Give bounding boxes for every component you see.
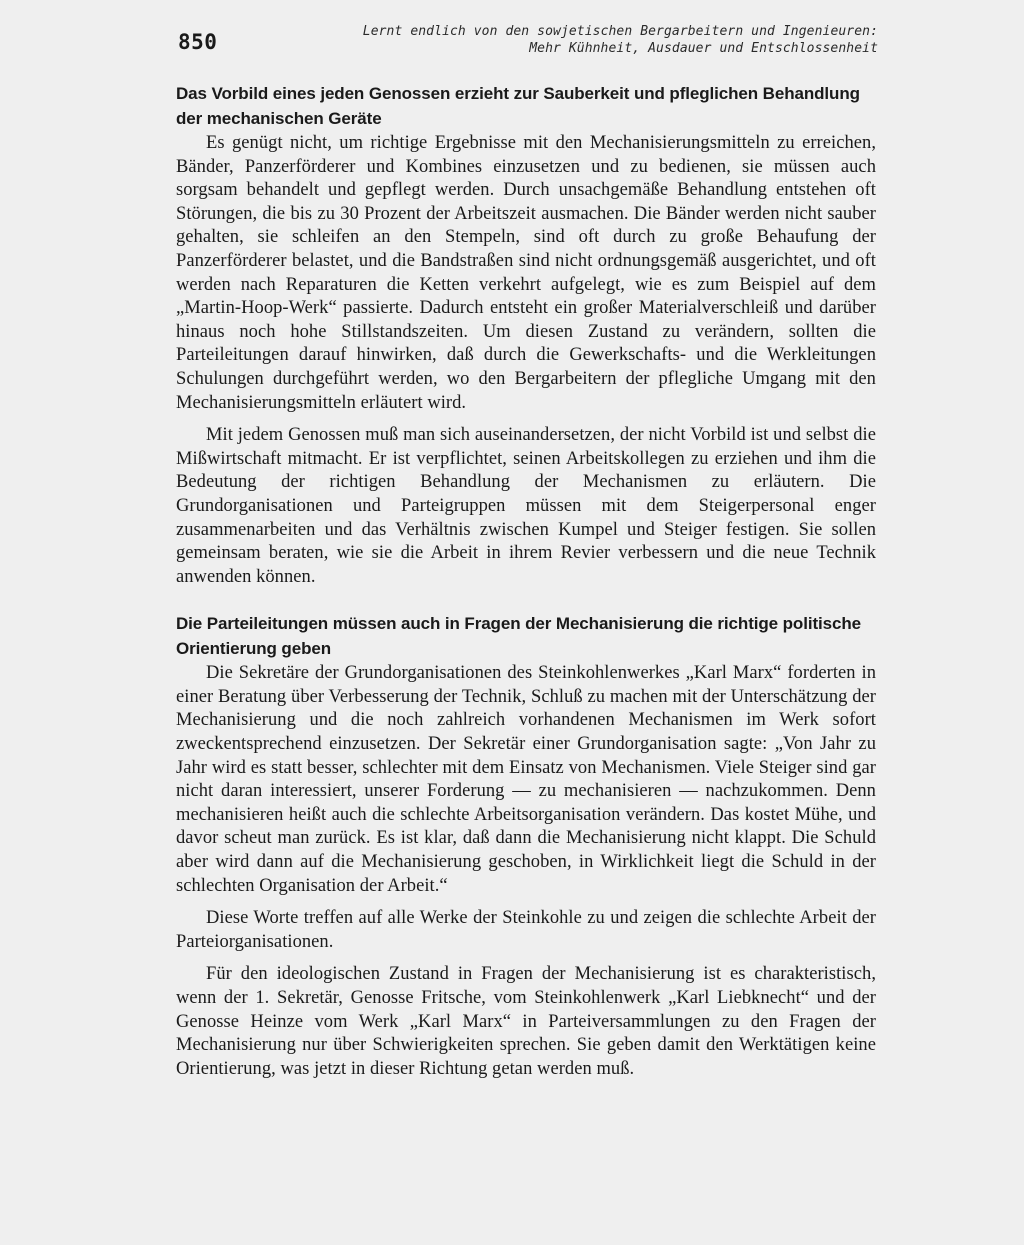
running-head-line-1: Lernt endlich von den sowjetischen Bergarbeitern und Ingenieuren: [362, 24, 878, 39]
page-body [176, 81, 876, 1081]
page-header [178, 20, 878, 60]
page-number: 850 [178, 30, 218, 54]
running-head-line-2: Mehr Kühnheit, Ausdauer und Entschlossenheit [529, 41, 878, 56]
paragraph: Für den ideologischen Zustand in Fragen der Mechanisierung ist es charakteristisch, wenn der 1. Sekretär, Genosse Fritsche, vom Steinkohlenwerk „Karl Liebknecht“ und der Genosse Heinze vom Werk „Karl Marx“ in Parteiversammlungen zu den Fragen der Mechanisierung nur über Schwierigkeiten sprechen. Sie geben damit den Werktätigen keine Orientierung, was jetzt in dieser Richtung getan werden muß. [176, 964, 876, 1079]
running-head [363, 23, 878, 57]
section-heading: Die Parteileitungen müssen auch in Fragen der Mechanisierung die richtige politische Orientierung geben [176, 614, 861, 659]
section-heading: Das Vorbild eines jeden Genossen erzieht zur Sauberkeit und pfleglichen Behandlung der mechanischen Geräte [176, 84, 860, 128]
section-spacer [176, 589, 876, 611]
paragraph: Die Sekretäre der Grundorganisationen des Steinkohlenwerkes „Karl Marx“ forderten in einer Beratung über Verbesserung der Technik, Schluß zu machen mit der Unterschätzung der Mechanisierung und die noch zahlreich vorhandenen Mechanismen im Werk sofort zweckentsprechend einzusetzen. Der Sekretär einer Grundorganisation sagte: „Von Jahr zu Jahr wird es statt besser, schlechter mit dem Einsatz von Mechanismen. Viele Steiger sind gar nicht daran interessiert, unserer Forderung — zu mechanisieren — nachzukommen. Denn mechanisieren heißt auch die schlechte Arbeitsorganisation verändern. Das kostet Mühe, und davor scheut man zurück. Es ist klar, daß dann die Mechanisierung nicht klappt. Die Schuld aber wird dann auf die Mechanisierung geschoben, in Wirklichkeit liegt die Schuld in der schlechten Organisation der Arbeit.“ [176, 663, 876, 896]
paragraph: Diese Worte treffen auf alle Werke der Steinkohle zu und zeigen die schlechte Arbeit der Parteiorganisationen. [176, 908, 876, 952]
paragraph: Mit jedem Genossen muß man sich auseinandersetzen, der nicht Vorbild ist und selbst die Mißwirtschaft mitmacht. Er ist verpflichtet, seinen Arbeitskollegen zu erziehen und ihm die Bedeutung der richtigen Behandlung der Mechanismen zu erläutern. Die Grundorganisationen und Parteigruppen müssen mit dem Steigerpersonal enger zusammenarbeiten und das Verhältnis zwischen Kumpel und Steiger festigen. Sie sollen gemeinsam beraten, wie sie die Arbeit in ihrem Revier verbessern und die neue Technik anwenden können. [176, 425, 876, 587]
section-political-orientation [176, 611, 876, 1081]
section-care-of-equipment [176, 81, 876, 589]
paragraph: Es genügt nicht, um richtige Ergebnisse mit den Mechanisierungsmitteln zu erreichen, Bänder, Panzerförderer und Kombines einzusetzen und zu bedienen, sie müssen auch sorgsam behandelt und gepflegt werden. Durch unsachgemäße Behandlung entstehen oft Störungen, die bis zu 30 Prozent der Arbeitszeit ausmachen. Die Bänder werden nicht sauber gehalten, sie schleifen an den Stempeln, sind oft durch zu große Behaufung der Panzerförderer belastet, und die Bandstraßen sind nicht ordnungsgemäß ausgerichtet, und oft werden nach Reparaturen die Ketten verkehrt aufgelegt, wie es zum Beispiel auf dem „Martin-Hoop-Werk“ passierte. Dadurch entsteht ein großer Materialverschleiß und darüber hinaus noch hohe Stillstandszeiten. Um diesen Zustand zu verändern, sollten die Parteileitungen darauf hinwirken, daß durch die Gewerkschafts- und die Werkleitungen Schulungen durchgeführt werden, wo den Bergarbeitern der pflegliche Umgang mit den Mechanisierungsmitteln erläutert wird. [176, 133, 876, 413]
